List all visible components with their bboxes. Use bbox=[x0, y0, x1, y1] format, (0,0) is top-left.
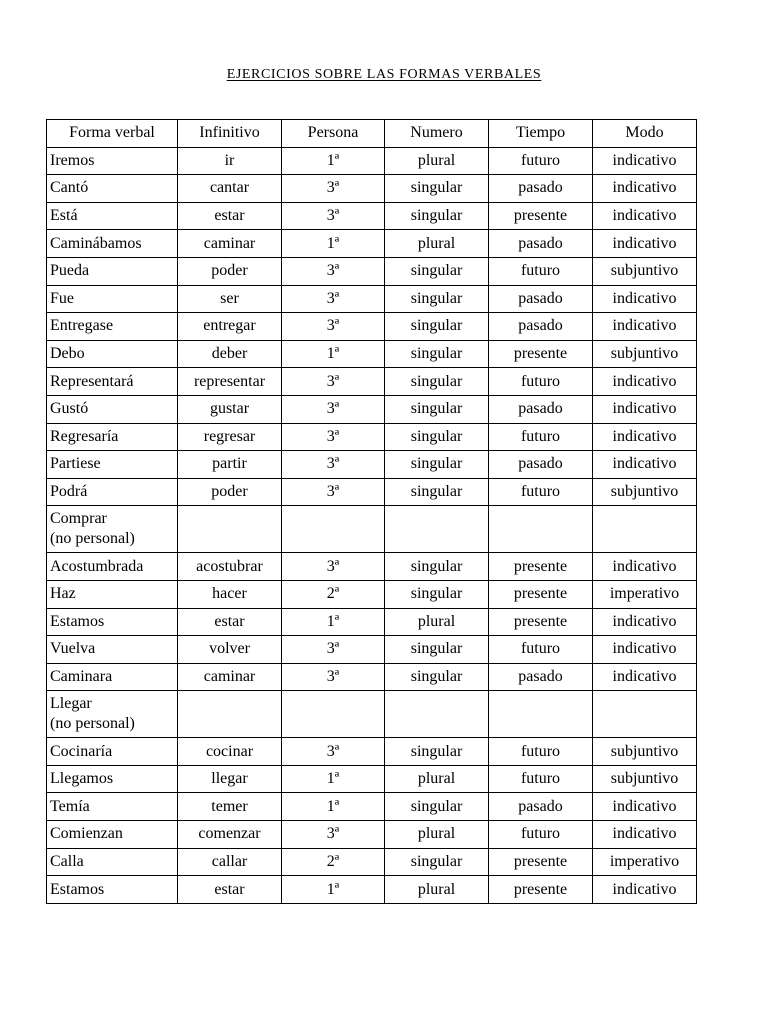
table-row bbox=[47, 368, 697, 396]
cell-tiempo: futuro bbox=[489, 478, 593, 506]
cell-infinitivo: llegar bbox=[178, 765, 282, 793]
table-row bbox=[47, 285, 697, 313]
cell-forma-verbal: Podrá bbox=[47, 478, 178, 506]
cell-persona: 3ª bbox=[282, 175, 385, 203]
cell-modo: indicativo bbox=[593, 285, 697, 313]
verb-forms-table bbox=[46, 119, 697, 904]
cell-persona: 3ª bbox=[282, 553, 385, 581]
cell-line: Llegar bbox=[50, 695, 92, 713]
cell-modo: imperativo bbox=[593, 848, 697, 876]
table-row bbox=[47, 202, 697, 230]
cell-tiempo: pasado bbox=[489, 175, 593, 203]
cell-tiempo: pasado bbox=[489, 451, 593, 479]
cell-tiempo: presente bbox=[489, 340, 593, 368]
header-persona: Persona bbox=[282, 120, 385, 148]
table-row bbox=[47, 451, 697, 479]
cell-infinitivo: gustar bbox=[178, 395, 282, 423]
cell-modo: indicativo bbox=[593, 793, 697, 821]
cell-infinitivo: acostubrar bbox=[178, 553, 282, 581]
cell-tiempo: futuro bbox=[489, 821, 593, 849]
cell-persona: 3ª bbox=[282, 738, 385, 766]
cell-numero: singular bbox=[385, 340, 489, 368]
cell-persona: 3ª bbox=[282, 395, 385, 423]
cell-persona: 1ª bbox=[282, 147, 385, 175]
cell-persona: 3ª bbox=[282, 423, 385, 451]
cell-persona: 2ª bbox=[282, 848, 385, 876]
cell-tiempo: futuro bbox=[489, 765, 593, 793]
cell-modo bbox=[593, 691, 697, 738]
cell-forma-verbal: Iremos bbox=[47, 147, 178, 175]
table-row bbox=[47, 423, 697, 451]
cell-modo: indicativo bbox=[593, 608, 697, 636]
cell-forma-verbal: Pueda bbox=[47, 257, 178, 285]
cell-tiempo bbox=[489, 691, 593, 738]
cell-persona: 3ª bbox=[282, 663, 385, 691]
document-title: EJERCICIOS SOBRE LAS FORMAS VERBALES bbox=[226, 67, 542, 82]
cell-forma-verbal: Gustó bbox=[47, 395, 178, 423]
cell-modo: indicativo bbox=[593, 876, 697, 904]
cell-modo: subjuntivo bbox=[593, 340, 697, 368]
cell-forma-verbal: Temía bbox=[47, 793, 178, 821]
cell-forma-verbal: Regresaría bbox=[47, 423, 178, 451]
cell-forma-verbal: Caminábamos bbox=[47, 230, 178, 258]
table-row bbox=[47, 478, 697, 506]
cell-forma-verbal: Debo bbox=[47, 340, 178, 368]
cell-infinitivo: ir bbox=[178, 147, 282, 175]
cell-tiempo: pasado bbox=[489, 793, 593, 821]
cell-modo: imperativo bbox=[593, 580, 697, 608]
cell-forma-verbal: Vuelva bbox=[47, 636, 178, 664]
cell-persona: 3ª bbox=[282, 257, 385, 285]
cell-forma-verbal: Fue bbox=[47, 285, 178, 313]
cell-persona: 3ª bbox=[282, 636, 385, 664]
cell-tiempo: pasado bbox=[489, 230, 593, 258]
cell-forma-verbal: Estamos bbox=[47, 608, 178, 636]
cell-forma-verbal: Está bbox=[47, 202, 178, 230]
cell-numero: singular bbox=[385, 423, 489, 451]
cell-forma-verbal: Comienzan bbox=[47, 821, 178, 849]
table-row bbox=[47, 395, 697, 423]
cell-forma-verbal: Entregase bbox=[47, 313, 178, 341]
cell-tiempo: futuro bbox=[489, 636, 593, 664]
cell-infinitivo: poder bbox=[178, 478, 282, 506]
cell-infinitivo: poder bbox=[178, 257, 282, 285]
cell-infinitivo: estar bbox=[178, 876, 282, 904]
cell-tiempo: presente bbox=[489, 876, 593, 904]
cell-tiempo: pasado bbox=[489, 313, 593, 341]
cell-numero: singular bbox=[385, 202, 489, 230]
cell-infinitivo: deber bbox=[178, 340, 282, 368]
cell-infinitivo bbox=[178, 506, 282, 553]
table-row bbox=[47, 848, 697, 876]
cell-persona: 3ª bbox=[282, 451, 385, 479]
cell-modo: indicativo bbox=[593, 636, 697, 664]
cell-persona: 3ª bbox=[282, 368, 385, 396]
cell-numero: singular bbox=[385, 451, 489, 479]
cell-modo: subjuntivo bbox=[593, 257, 697, 285]
cell-infinitivo: partir bbox=[178, 451, 282, 479]
header-infinitivo: Infinitivo bbox=[178, 120, 282, 148]
cell-infinitivo: cocinar bbox=[178, 738, 282, 766]
header-tiempo: Tiempo bbox=[489, 120, 593, 148]
table-row bbox=[47, 313, 697, 341]
cell-modo: subjuntivo bbox=[593, 478, 697, 506]
cell-numero: plural bbox=[385, 876, 489, 904]
cell-infinitivo: entregar bbox=[178, 313, 282, 341]
cell-persona: 1ª bbox=[282, 765, 385, 793]
table-row bbox=[47, 257, 697, 285]
table-row bbox=[47, 738, 697, 766]
cell-infinitivo: hacer bbox=[178, 580, 282, 608]
cell-numero: singular bbox=[385, 478, 489, 506]
cell-infinitivo: representar bbox=[178, 368, 282, 396]
table-row bbox=[47, 230, 697, 258]
cell-modo: indicativo bbox=[593, 451, 697, 479]
cell-numero: plural bbox=[385, 821, 489, 849]
cell-persona: 1ª bbox=[282, 876, 385, 904]
cell-numero: singular bbox=[385, 636, 489, 664]
table-row bbox=[47, 793, 697, 821]
table-row bbox=[47, 821, 697, 849]
cell-forma-verbal: Caminara bbox=[47, 663, 178, 691]
cell-persona: 1ª bbox=[282, 608, 385, 636]
cell-persona: 3ª bbox=[282, 821, 385, 849]
cell-numero: plural bbox=[385, 147, 489, 175]
cell-tiempo: futuro bbox=[489, 147, 593, 175]
cell-tiempo bbox=[489, 506, 593, 553]
cell-infinitivo: regresar bbox=[178, 423, 282, 451]
cell-tiempo: pasado bbox=[489, 285, 593, 313]
header-numero: Numero bbox=[385, 120, 489, 148]
cell-tiempo: presente bbox=[489, 202, 593, 230]
table-row bbox=[47, 608, 697, 636]
cell-numero: singular bbox=[385, 175, 489, 203]
cell-modo: indicativo bbox=[593, 395, 697, 423]
cell-modo: indicativo bbox=[593, 175, 697, 203]
cell-forma-verbal: Cantó bbox=[47, 175, 178, 203]
cell-modo: indicativo bbox=[593, 821, 697, 849]
table-row bbox=[47, 580, 697, 608]
table-body bbox=[47, 147, 697, 903]
cell-persona: 3ª bbox=[282, 478, 385, 506]
cell-numero: singular bbox=[385, 285, 489, 313]
cell-forma-verbal: Representará bbox=[47, 368, 178, 396]
cell-infinitivo: ser bbox=[178, 285, 282, 313]
cell-forma-verbal: Partiese bbox=[47, 451, 178, 479]
cell-line: (no personal) bbox=[50, 715, 135, 733]
cell-modo: indicativo bbox=[593, 663, 697, 691]
table-row bbox=[47, 506, 697, 553]
table-row bbox=[47, 691, 697, 738]
cell-infinitivo: volver bbox=[178, 636, 282, 664]
cell-modo: indicativo bbox=[593, 147, 697, 175]
cell-numero: plural bbox=[385, 230, 489, 258]
cell-tiempo: pasado bbox=[489, 663, 593, 691]
cell-tiempo: futuro bbox=[489, 368, 593, 396]
cell-tiempo: pasado bbox=[489, 395, 593, 423]
cell-infinitivo: cantar bbox=[178, 175, 282, 203]
cell-numero: singular bbox=[385, 848, 489, 876]
cell-persona: 3ª bbox=[282, 313, 385, 341]
table-row bbox=[47, 175, 697, 203]
cell-numero: singular bbox=[385, 368, 489, 396]
cell-tiempo: presente bbox=[489, 580, 593, 608]
cell-tiempo: presente bbox=[489, 608, 593, 636]
cell-forma-verbal bbox=[47, 506, 178, 553]
cell-numero: singular bbox=[385, 553, 489, 581]
cell-infinitivo: comenzar bbox=[178, 821, 282, 849]
cell-modo: indicativo bbox=[593, 313, 697, 341]
cell-infinitivo: callar bbox=[178, 848, 282, 876]
cell-modo: subjuntivo bbox=[593, 765, 697, 793]
cell-numero: singular bbox=[385, 663, 489, 691]
cell-infinitivo: caminar bbox=[178, 663, 282, 691]
cell-persona bbox=[282, 506, 385, 553]
cell-infinitivo: temer bbox=[178, 793, 282, 821]
cell-numero: singular bbox=[385, 793, 489, 821]
cell-numero: singular bbox=[385, 313, 489, 341]
cell-numero: plural bbox=[385, 608, 489, 636]
table-row bbox=[47, 663, 697, 691]
cell-tiempo: futuro bbox=[489, 738, 593, 766]
cell-modo: indicativo bbox=[593, 423, 697, 451]
cell-modo bbox=[593, 506, 697, 553]
cell-forma-verbal: Cocinaría bbox=[47, 738, 178, 766]
cell-persona: 1ª bbox=[282, 230, 385, 258]
cell-numero: singular bbox=[385, 395, 489, 423]
table-row bbox=[47, 765, 697, 793]
cell-persona: 1ª bbox=[282, 340, 385, 368]
cell-modo: indicativo bbox=[593, 553, 697, 581]
header-forma-verbal: Forma verbal bbox=[47, 120, 178, 148]
cell-persona: 3ª bbox=[282, 202, 385, 230]
cell-forma-verbal: Haz bbox=[47, 580, 178, 608]
table-row bbox=[47, 553, 697, 581]
cell-numero bbox=[385, 691, 489, 738]
cell-persona: 1ª bbox=[282, 793, 385, 821]
cell-tiempo: presente bbox=[489, 848, 593, 876]
cell-numero bbox=[385, 506, 489, 553]
cell-forma-verbal: Acostumbrada bbox=[47, 553, 178, 581]
cell-infinitivo: estar bbox=[178, 202, 282, 230]
cell-infinitivo: caminar bbox=[178, 230, 282, 258]
cell-infinitivo: estar bbox=[178, 608, 282, 636]
cell-modo: indicativo bbox=[593, 230, 697, 258]
cell-numero: singular bbox=[385, 580, 489, 608]
table-row bbox=[47, 147, 697, 175]
cell-line: Comprar bbox=[50, 510, 107, 528]
cell-forma-verbal: Llegamos bbox=[47, 765, 178, 793]
cell-tiempo: futuro bbox=[489, 423, 593, 451]
cell-line: (no personal) bbox=[50, 530, 135, 548]
cell-modo: subjuntivo bbox=[593, 738, 697, 766]
cell-tiempo: presente bbox=[489, 553, 593, 581]
cell-modo: indicativo bbox=[593, 202, 697, 230]
cell-forma-verbal bbox=[47, 691, 178, 738]
cell-numero: plural bbox=[385, 765, 489, 793]
cell-forma-verbal: Calla bbox=[47, 848, 178, 876]
table-row bbox=[47, 636, 697, 664]
cell-numero: singular bbox=[385, 257, 489, 285]
cell-persona: 2ª bbox=[282, 580, 385, 608]
cell-forma-verbal: Estamos bbox=[47, 876, 178, 904]
cell-infinitivo bbox=[178, 691, 282, 738]
table-header-row bbox=[47, 120, 697, 148]
table-row bbox=[47, 876, 697, 904]
cell-tiempo: futuro bbox=[489, 257, 593, 285]
cell-numero: singular bbox=[385, 738, 489, 766]
table-row bbox=[47, 340, 697, 368]
cell-persona bbox=[282, 691, 385, 738]
cell-persona: 3ª bbox=[282, 285, 385, 313]
cell-modo: indicativo bbox=[593, 368, 697, 396]
header-modo: Modo bbox=[593, 120, 697, 148]
